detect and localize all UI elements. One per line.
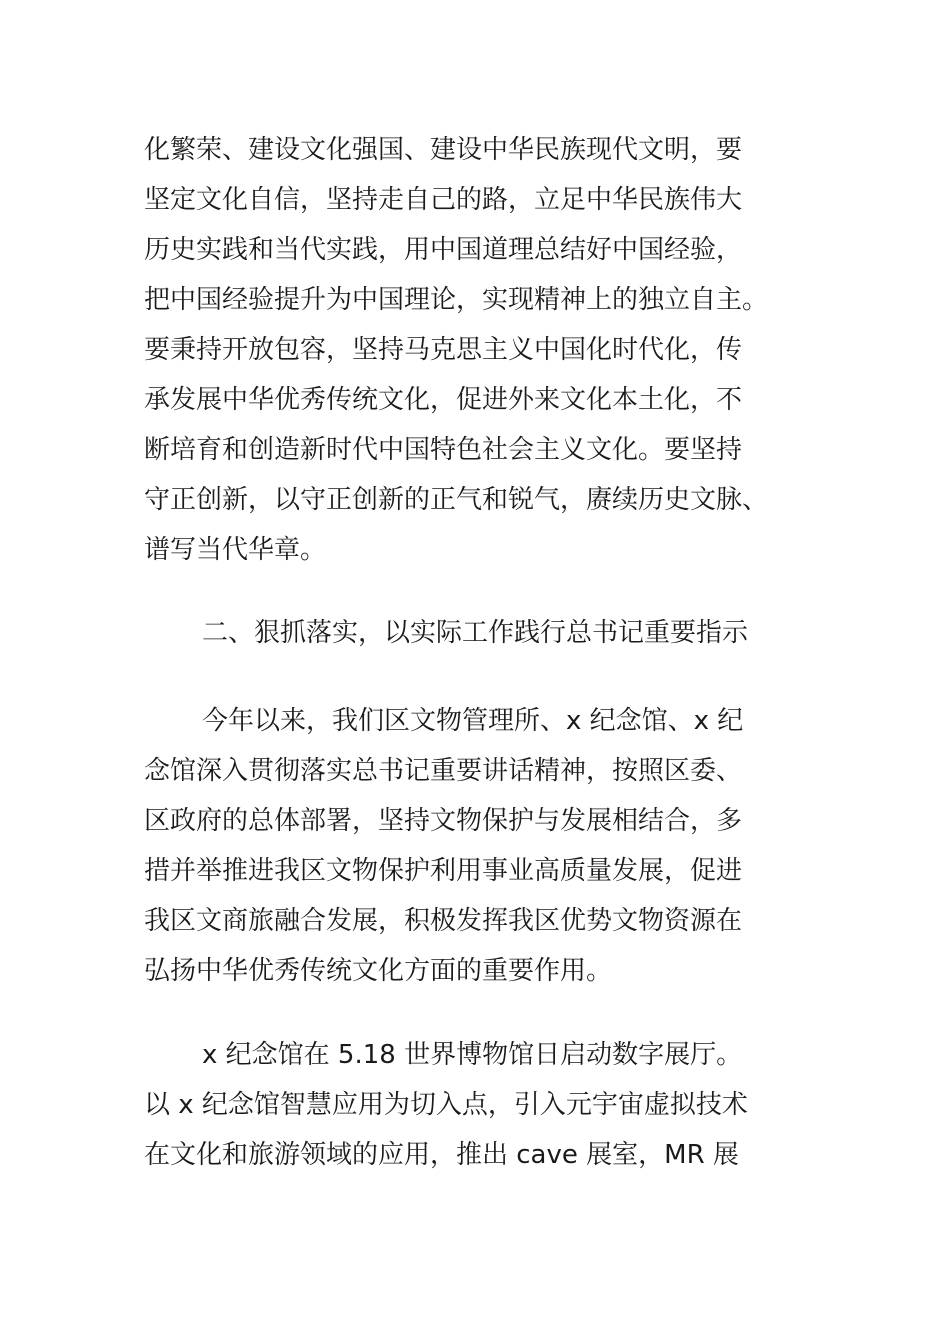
text-line: 谱写当代华章。 [144,535,327,565]
text-line: 今年以来，我们区文物管理所、x 纪念馆、x 纪 [202,706,744,736]
paragraph-3 [144,1030,824,1180]
text-line: 承发展中华优秀传统文化，促进外来文化本土化，不 [144,385,743,415]
text-line: 要秉持开放包容，坚持马克思主义中国化时代化，传 [144,335,743,365]
text-line: 弘扬中华优秀传统文化方面的重要作用。 [144,956,613,986]
text-line: 以 x 纪念馆智慧应用为切入点，引入元宇宙虚拟技术 [144,1090,748,1120]
text-line: 坚定文化自信，坚持走自己的路，立足中华民族伟大 [144,185,743,215]
text-line: 措并举推进我区文物保护利用事业高质量发展，促进 [144,856,743,886]
paragraph-1 [144,125,824,575]
section-heading [144,608,824,658]
text-line: 历史实践和当代实践，用中国道理总结好中国经验， [144,235,743,265]
text-line: 在文化和旅游领域的应用，推出 cave 展室，MR 展 [144,1140,739,1170]
text-line: 念馆深入贯彻落实总书记重要讲话精神，按照区委、 [144,756,743,786]
text-line: 断培育和创造新时代中国特色社会主义文化。要坚持 [144,435,743,465]
text-line: x 纪念馆在 5.18 世界博物馆日启动数字展厅。 [202,1040,743,1070]
text-line: 区政府的总体部署，坚持文物保护与发展相结合，多 [144,806,743,836]
paragraph-2 [144,696,824,996]
text-line: 把中国经验提升为中国理论，实现精神上的独立自主。 [144,285,769,315]
text-line: 守正创新，以守正创新的正气和锐气，赓续历史文脉、 [144,485,769,515]
text-line: 化繁荣、建设文化强国、建设中华民族现代文明，要 [144,135,743,165]
heading-text: 二、狠抓落实，以实际工作践行总书记重要指示 [202,618,749,648]
text-line: 我区文商旅融合发展，积极发挥我区优势文物资源在 [144,906,743,936]
